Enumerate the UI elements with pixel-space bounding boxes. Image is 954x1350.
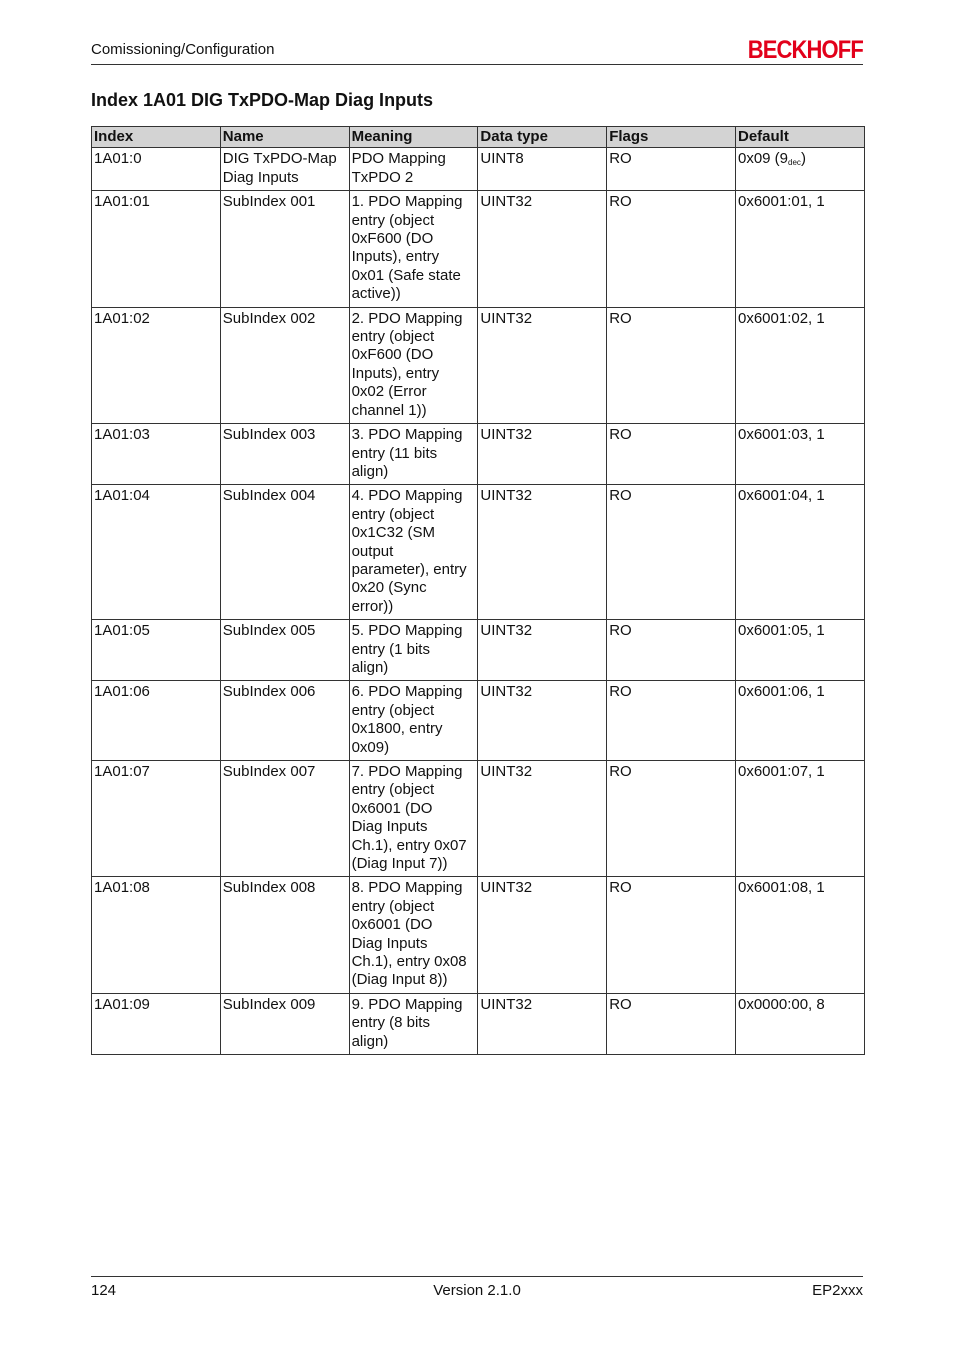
cell-meaning-line: Ch.1), entry 0x08 xyxy=(351,953,467,971)
cell-default xyxy=(735,877,864,993)
default-value: 0x09 (9 xyxy=(737,150,789,168)
default-value: 0x6001:06, 1 xyxy=(737,683,825,701)
cell-name-line: DIG TxPDO-Map xyxy=(222,150,337,168)
cell-default xyxy=(735,424,864,485)
table-row xyxy=(92,620,865,681)
cell-meaning xyxy=(349,424,478,485)
table-row xyxy=(92,993,865,1054)
cell-meaning-line: 0x01 (Safe state xyxy=(351,266,461,284)
cell-name-line: SubIndex 002 xyxy=(222,309,316,327)
cell-meaning-line: entry (object xyxy=(351,328,435,346)
header-section-title: Comissioning/Configuration xyxy=(91,41,275,58)
table-body xyxy=(92,148,865,1055)
cell-default xyxy=(735,993,864,1054)
column-header-flags: Flags xyxy=(607,127,736,148)
cell-meaning-line: 0x1C32 (SM xyxy=(351,524,435,542)
default-suffix: ) xyxy=(800,150,806,168)
cell-name-line: SubIndex 009 xyxy=(222,995,316,1013)
table-row xyxy=(92,877,865,993)
cell-meaning-line: align) xyxy=(351,462,389,480)
cell-meaning-line: align) xyxy=(351,658,389,676)
cell-meaning-line: 8. PDO Mapping xyxy=(351,879,463,897)
product-name: EP2xxx xyxy=(812,1282,863,1299)
table-row xyxy=(92,424,865,485)
cell-index: 1A01:03 xyxy=(92,424,221,485)
cell-meaning-line: 0x02 (Error xyxy=(351,383,427,401)
column-header-index: Index xyxy=(92,127,221,148)
cell-data-type: UINT32 xyxy=(478,681,607,761)
cell-default xyxy=(735,307,864,423)
object-table xyxy=(91,126,865,1055)
cell-meaning-line: 9. PDO Mapping xyxy=(351,995,463,1013)
cell-meaning-line: entry (11 bits xyxy=(351,444,438,462)
cell-flags: RO xyxy=(607,485,736,620)
cell-default xyxy=(735,761,864,877)
cell-meaning xyxy=(349,485,478,620)
document-version: Version 2.1.0 xyxy=(433,1282,521,1299)
cell-meaning-line: parameter), entry xyxy=(351,560,467,578)
cell-meaning-line: 7. PDO Mapping xyxy=(351,763,463,780)
cell-index: 1A01:04 xyxy=(92,485,221,620)
cell-name xyxy=(220,191,349,307)
cell-flags: RO xyxy=(607,761,736,877)
cell-flags: RO xyxy=(607,307,736,423)
page-footer xyxy=(91,1276,863,1299)
cell-meaning-line: (Diag Input 7)) xyxy=(351,855,448,873)
cell-meaning-line: entry (8 bits xyxy=(351,1014,430,1032)
table-row xyxy=(92,761,865,877)
cell-meaning xyxy=(349,877,478,993)
cell-meaning-line: output xyxy=(351,542,394,560)
cell-name xyxy=(220,620,349,681)
cell-index: 1A01:01 xyxy=(92,191,221,307)
cell-data-type: UINT32 xyxy=(478,191,607,307)
table-row xyxy=(92,307,865,423)
cell-meaning-line: 2. PDO Mapping xyxy=(351,309,463,327)
cell-data-type: UINT32 xyxy=(478,761,607,877)
cell-meaning-line: 0xF600 (DO xyxy=(351,346,434,364)
cell-meaning-line: entry (object xyxy=(351,505,435,523)
cell-default xyxy=(735,191,864,307)
cell-name-line: SubIndex 007 xyxy=(222,763,316,780)
column-header-meaning: Meaning xyxy=(349,127,478,148)
cell-meaning xyxy=(349,191,478,307)
cell-flags: RO xyxy=(607,148,736,191)
cell-flags: RO xyxy=(607,424,736,485)
cell-meaning-line: entry (object xyxy=(351,211,435,229)
cell-meaning-line: channel 1)) xyxy=(351,401,427,419)
cell-meaning-line: error)) xyxy=(351,597,394,615)
cell-meaning-line: PDO Mapping xyxy=(351,150,446,168)
cell-name xyxy=(220,877,349,993)
cell-data-type: UINT32 xyxy=(478,424,607,485)
cell-name xyxy=(220,761,349,877)
table-row xyxy=(92,191,865,307)
cell-meaning-line: 0x6001 (DO xyxy=(351,916,433,934)
cell-flags: RO xyxy=(607,191,736,307)
column-header-default: Default xyxy=(735,127,864,148)
cell-meaning-line: (Diag Input 8)) xyxy=(351,971,448,989)
default-value: 0x6001:05, 1 xyxy=(737,622,825,640)
default-value: 0x6001:01, 1 xyxy=(737,193,825,211)
default-value: 0x0000:00, 8 xyxy=(737,995,825,1013)
column-header-data-type: Data type xyxy=(478,127,607,148)
cell-meaning-line: active)) xyxy=(351,285,401,303)
cell-meaning-line: 0x20 (Sync xyxy=(351,579,427,597)
cell-meaning-line: Diag Inputs xyxy=(351,934,428,952)
cell-meaning xyxy=(349,620,478,681)
cell-meaning-line: Inputs), entry xyxy=(351,248,440,266)
column-header-name: Name xyxy=(220,127,349,148)
cell-name xyxy=(220,993,349,1054)
cell-data-type: UINT32 xyxy=(478,620,607,681)
cell-meaning-line: Ch.1), entry 0x07 xyxy=(351,836,467,854)
cell-meaning xyxy=(349,993,478,1054)
cell-meaning-line: 0x09) xyxy=(351,738,390,756)
cell-data-type: UINT32 xyxy=(478,993,607,1054)
cell-meaning-line: 4. PDO Mapping xyxy=(351,487,463,505)
cell-index: 1A01:0 xyxy=(92,148,221,191)
cell-flags: RO xyxy=(607,620,736,681)
cell-meaning-line: 0x6001 (DO xyxy=(351,799,433,817)
cell-data-type: UINT8 xyxy=(478,148,607,191)
page-title: Index 1A01 DIG TxPDO-Map Diag Inputs xyxy=(91,90,434,110)
cell-default xyxy=(735,681,864,761)
cell-index: 1A01:07 xyxy=(92,761,221,877)
cell-name xyxy=(220,485,349,620)
cell-name-line: SubIndex 006 xyxy=(222,683,316,701)
cell-meaning-line: entry (1 bits xyxy=(351,640,430,658)
cell-meaning-line: 5. PDO Mapping xyxy=(351,622,463,640)
cell-name xyxy=(220,681,349,761)
beckhoff-logo: BECKHOFF xyxy=(747,36,863,64)
table-row xyxy=(92,485,865,620)
cell-meaning-line: entry (object xyxy=(351,897,435,915)
cell-data-type: UINT32 xyxy=(478,877,607,993)
table-row xyxy=(92,681,865,761)
cell-name xyxy=(220,148,349,191)
page-number: 124 xyxy=(91,1282,117,1299)
cell-flags: RO xyxy=(607,993,736,1054)
cell-flags: RO xyxy=(607,681,736,761)
cell-meaning-line: entry (object xyxy=(351,701,435,719)
cell-meaning-line: 0xF600 (DO xyxy=(351,230,434,248)
cell-name-line: Diag Inputs xyxy=(222,168,299,186)
cell-meaning xyxy=(349,681,478,761)
cell-meaning-line: TxPDO 2 xyxy=(351,168,414,186)
cell-name xyxy=(220,424,349,485)
cell-meaning-line: entry (object xyxy=(351,781,435,799)
cell-meaning xyxy=(349,307,478,423)
cell-data-type: UINT32 xyxy=(478,485,607,620)
cell-name-line: SubIndex 003 xyxy=(222,426,316,444)
cell-meaning xyxy=(349,148,478,191)
cell-meaning-line: 6. PDO Mapping xyxy=(351,683,463,701)
cell-data-type: UINT32 xyxy=(478,307,607,423)
default-value: 0x6001:04, 1 xyxy=(737,487,825,505)
cell-index: 1A01:08 xyxy=(92,877,221,993)
cell-name xyxy=(220,307,349,423)
cell-meaning-line: 3. PDO Mapping xyxy=(351,426,463,444)
table-header-row xyxy=(92,127,865,148)
cell-default xyxy=(735,148,864,191)
cell-index: 1A01:06 xyxy=(92,681,221,761)
cell-meaning-line: align) xyxy=(351,1032,389,1050)
cell-meaning-line: Inputs), entry xyxy=(351,364,440,382)
cell-default xyxy=(735,620,864,681)
default-value: 0x6001:02, 1 xyxy=(737,309,825,327)
cell-index: 1A01:09 xyxy=(92,993,221,1054)
cell-meaning-line: 0x1800, entry xyxy=(351,720,443,738)
cell-meaning-line: Diag Inputs xyxy=(351,818,428,836)
default-value: 0x6001:03, 1 xyxy=(737,426,825,444)
page-header xyxy=(91,36,863,65)
default-value: 0x6001:07, 1 xyxy=(737,763,825,780)
cell-meaning-line: 1. PDO Mapping xyxy=(351,193,463,211)
table-row xyxy=(92,148,865,191)
cell-default xyxy=(735,485,864,620)
cell-name-line: SubIndex 008 xyxy=(222,879,316,897)
cell-flags: RO xyxy=(607,877,736,993)
cell-index: 1A01:02 xyxy=(92,307,221,423)
cell-name-line: SubIndex 001 xyxy=(222,193,316,211)
default-subscript: dec xyxy=(788,158,801,168)
cell-index: 1A01:05 xyxy=(92,620,221,681)
cell-name-line: SubIndex 004 xyxy=(222,487,316,505)
default-value: 0x6001:08, 1 xyxy=(737,879,825,897)
cell-name-line: SubIndex 005 xyxy=(222,622,316,640)
cell-meaning xyxy=(349,761,478,877)
